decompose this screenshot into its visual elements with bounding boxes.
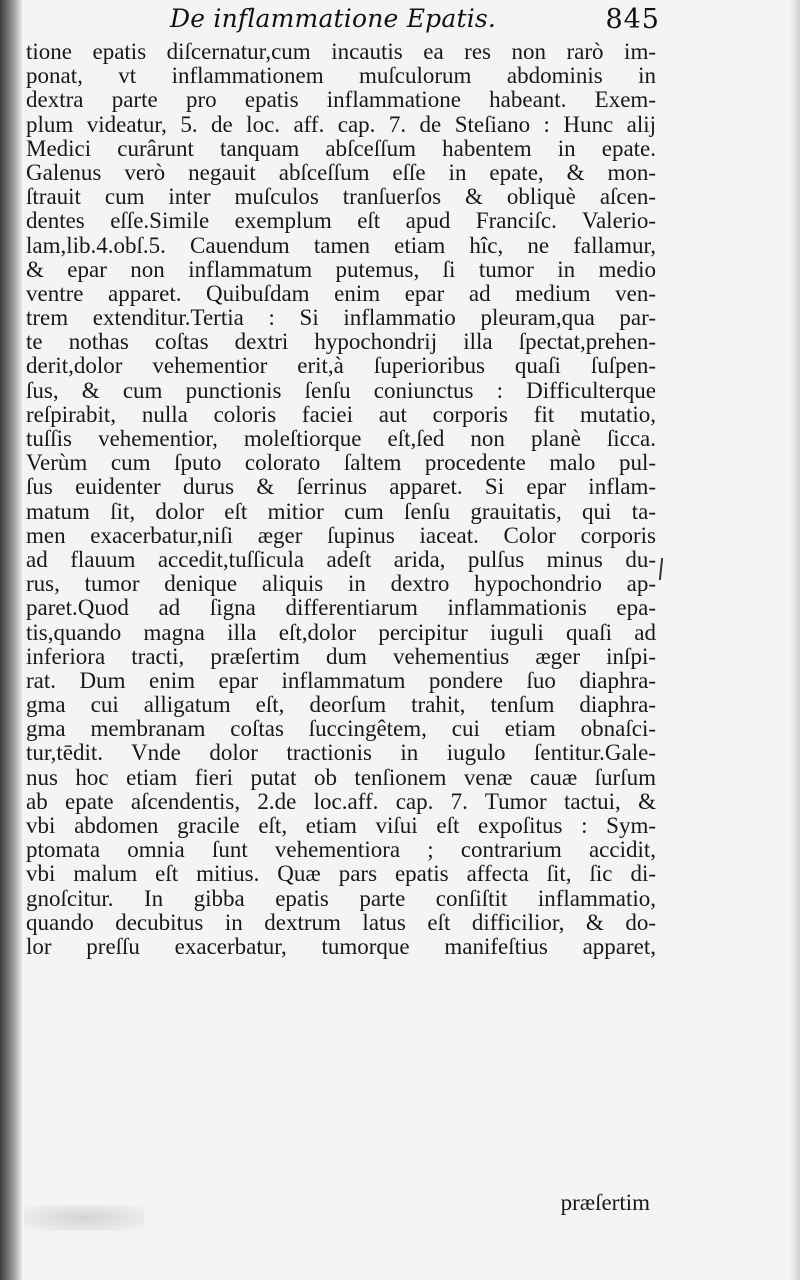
- text-line: & epar non inflammatum putemus, ſi tumor in medio: [26, 257, 656, 282]
- text-line: tis,quando magna illa eſt,dolor percipitur iuguli quaſi ad: [26, 620, 656, 645]
- text-line: tuſſis vehementior, moleſtiorque eſt,ſed non planè ſicca.: [26, 427, 656, 451]
- text-line: paret.Quod ad ſigna differentiarum inflammationis epa-: [26, 596, 656, 621]
- text-line: reſpirabit, nulla coloris faciei aut corporis fit mutatio,: [26, 402, 656, 427]
- text-line: te nothas coſtas dextri hypochondrij illa ſpectat,prehen-: [26, 330, 656, 355]
- text-line: gma cui alligatum eſt, deorſum trahit, tenſum diaphra-: [26, 693, 656, 718]
- text-line: dextra parte pro epatis inflammatione habeant. Exem-: [26, 88, 656, 113]
- text-line: lor preſſu exacerbatur, tumorque manifeſtius apparet,: [26, 934, 656, 959]
- text-line: gma membranam coſtas ſuccingêtem, cui etiam obnaſci-: [26, 717, 656, 742]
- text-line: ptomata omnia ſunt vehementiora ; contrarium accidit,: [26, 838, 656, 863]
- text-line: dentes eſſe.Simile exemplum eſt apud Franciſc. Valerio-: [26, 209, 656, 234]
- text-line: ab epate aſcendentis, 2.de loc.aff. cap. 7. Tumor tactui, &: [26, 789, 656, 814]
- text-line: plum videatur, 5. de loc. aff. cap. 7. de Steſiano : Hunc alij: [26, 112, 656, 137]
- text-line: rus, tumor denique aliquis in dextro hypochondrio ap-: [26, 572, 656, 597]
- text-line: ponat, vt inflammationem muſculorum abdominis in: [26, 64, 656, 89]
- text-line: inferiora tracti, præſertim dum vehementius æger inſpi-: [26, 644, 656, 669]
- text-line: tur,tēdit. Vnde dolor tractionis in iugulo ſentitur.Gale-: [26, 741, 656, 766]
- text-line: tione epatis diſcernatur,cum incautis ea res non rarò im-: [26, 40, 656, 64]
- page-header: [170, 4, 660, 38]
- page-edge-shadow: [790, 0, 800, 1280]
- text-line: Verùm cum ſputo colorato ſaltem procedente malo pul-: [26, 451, 656, 476]
- text-line: nus hoc etiam fieri putat ob tenſionem venæ cauæ ſurſum: [26, 765, 656, 790]
- text-line: ſus euidenter durus & ſerrinus apparet. Si epar inflam-: [26, 475, 656, 500]
- text-line: matum ſit, dolor eſt mitior cum ſenſu grauitatis, qui ta-: [26, 499, 656, 524]
- text-line: Galenus verò negauit abſceſſum eſſe in epate, & mon-: [26, 160, 656, 185]
- text-line: lam,lib.4.obſ.5. Cauendum tamen etiam hîc, ne fallamur,: [26, 233, 656, 258]
- text-line: Medici curârunt tanquam abſceſſum habentem in epate.: [26, 136, 656, 161]
- text-line: vbi abdomen gracile eſt, etiam viſui eſt expoſitus : Sym-: [26, 814, 656, 838]
- running-head: De inflammatione Epatis.: [170, 4, 497, 33]
- body-text: [26, 40, 656, 959]
- text-line: gnoſcitur. In gibba epatis parte conſiſtit inflammatio,: [26, 886, 656, 911]
- text-line: quando decubitus in dextrum latus eſt difficilior, & do-: [26, 910, 656, 935]
- text-line: rat. Dum enim epar inflammatum pondere ſuo diaphra-: [26, 668, 656, 693]
- text-line: ventre apparet. Quibuſdam enim epar ad medium ven-: [26, 281, 656, 306]
- page-gutter-shadow: [0, 0, 22, 1280]
- catchword: præſertim: [560, 1190, 650, 1215]
- text-line: men exacerbatur,niſi æger ſupinus iaceat. Color corporis: [26, 523, 656, 548]
- text-line: ſtrauit cum inter muſculos tranſuerſos & obliquè aſcen-: [26, 185, 656, 210]
- margin-mark: [659, 558, 663, 580]
- text-line: ad flauum accedit,tuſſicula adeſt arida, pulſus minus du-: [26, 547, 656, 572]
- page-number: 845: [605, 4, 660, 35]
- paper-stain: [24, 1205, 144, 1231]
- text-line: derit,dolor vehementior erit,à ſuperioribus quaſi ſuſpen-: [26, 354, 656, 379]
- text-line: vbi malum eſt mitius. Quæ pars epatis affecta ſit, ſic di-: [26, 862, 656, 887]
- text-line: trem extenditur.Tertia : Si inflammatio pleuram,qua par-: [26, 306, 656, 331]
- text-line: ſus, & cum punctionis ſenſu coniunctus : Difficulterque: [26, 378, 656, 403]
